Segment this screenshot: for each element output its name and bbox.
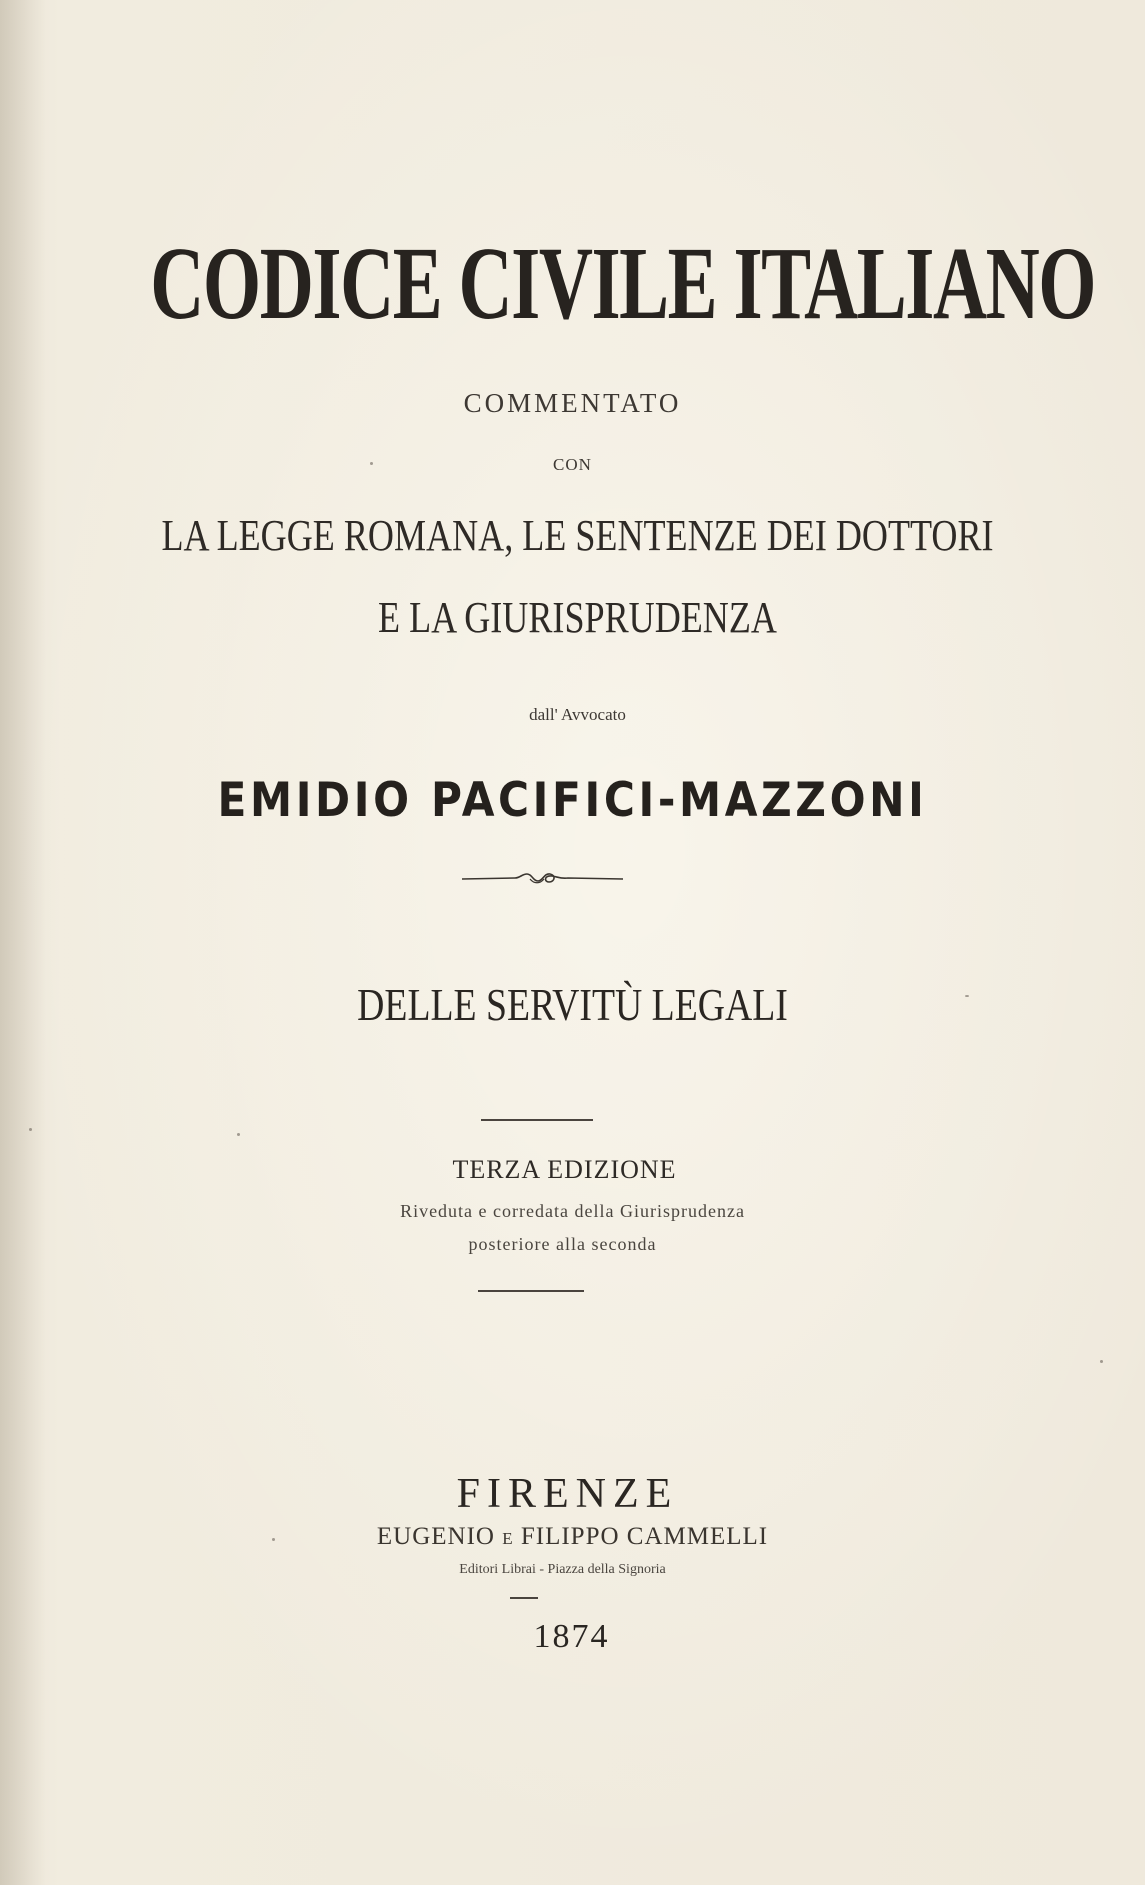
- publisher-address: Editori Librai - Piazza della Signoria: [459, 1562, 666, 1577]
- commentato-label: COMMENTATO: [463, 388, 682, 418]
- subtitle-line-2: E LA GIURISPRUDENZA: [378, 593, 777, 642]
- paper-speck: [272, 1538, 275, 1541]
- paper-speck: [29, 1128, 32, 1131]
- publisher-conjunction: E: [502, 1529, 514, 1548]
- spine-shadow: [0, 0, 46, 1885]
- paper-speck: [237, 1133, 240, 1136]
- con-label: CON: [553, 455, 592, 474]
- divider-rule: [478, 1290, 584, 1292]
- revision-line-2: posteriore alla seconda: [468, 1234, 657, 1254]
- publication-city: FIRENZE: [456, 1471, 679, 1517]
- publisher-name-1: EUGENIO: [376, 1523, 495, 1550]
- part-title: DELLE SERVITÙ LEGALI: [357, 979, 788, 1030]
- paper-speck: [1100, 1360, 1103, 1363]
- divider-rule: [481, 1119, 593, 1121]
- publisher-name-2: FILIPPO CAMMELLI: [520, 1523, 769, 1550]
- revision-line-1: Riveduta e corredata della Giurisprudenza: [400, 1201, 745, 1221]
- edition-label: TERZA EDIZIONE: [452, 1155, 677, 1184]
- publisher-name: [0, 1523, 1145, 1551]
- subtitle-line-1: LA LEGGE ROMANA, LE SENTENZE DEI DOTTORI: [161, 511, 994, 560]
- paper-speck: [965, 995, 969, 997]
- divider-rule: [510, 1597, 538, 1599]
- ornament-flourish-icon: [460, 866, 625, 890]
- publication-year: 1874: [533, 1618, 610, 1655]
- author-name: EMIDIO PACIFICI-MAZZONI: [217, 773, 928, 828]
- paper-speck: [370, 462, 373, 465]
- book-title: CODICE CIVILE ITALIANO: [150, 226, 1096, 341]
- by-label: dall' Avvocato: [529, 705, 626, 724]
